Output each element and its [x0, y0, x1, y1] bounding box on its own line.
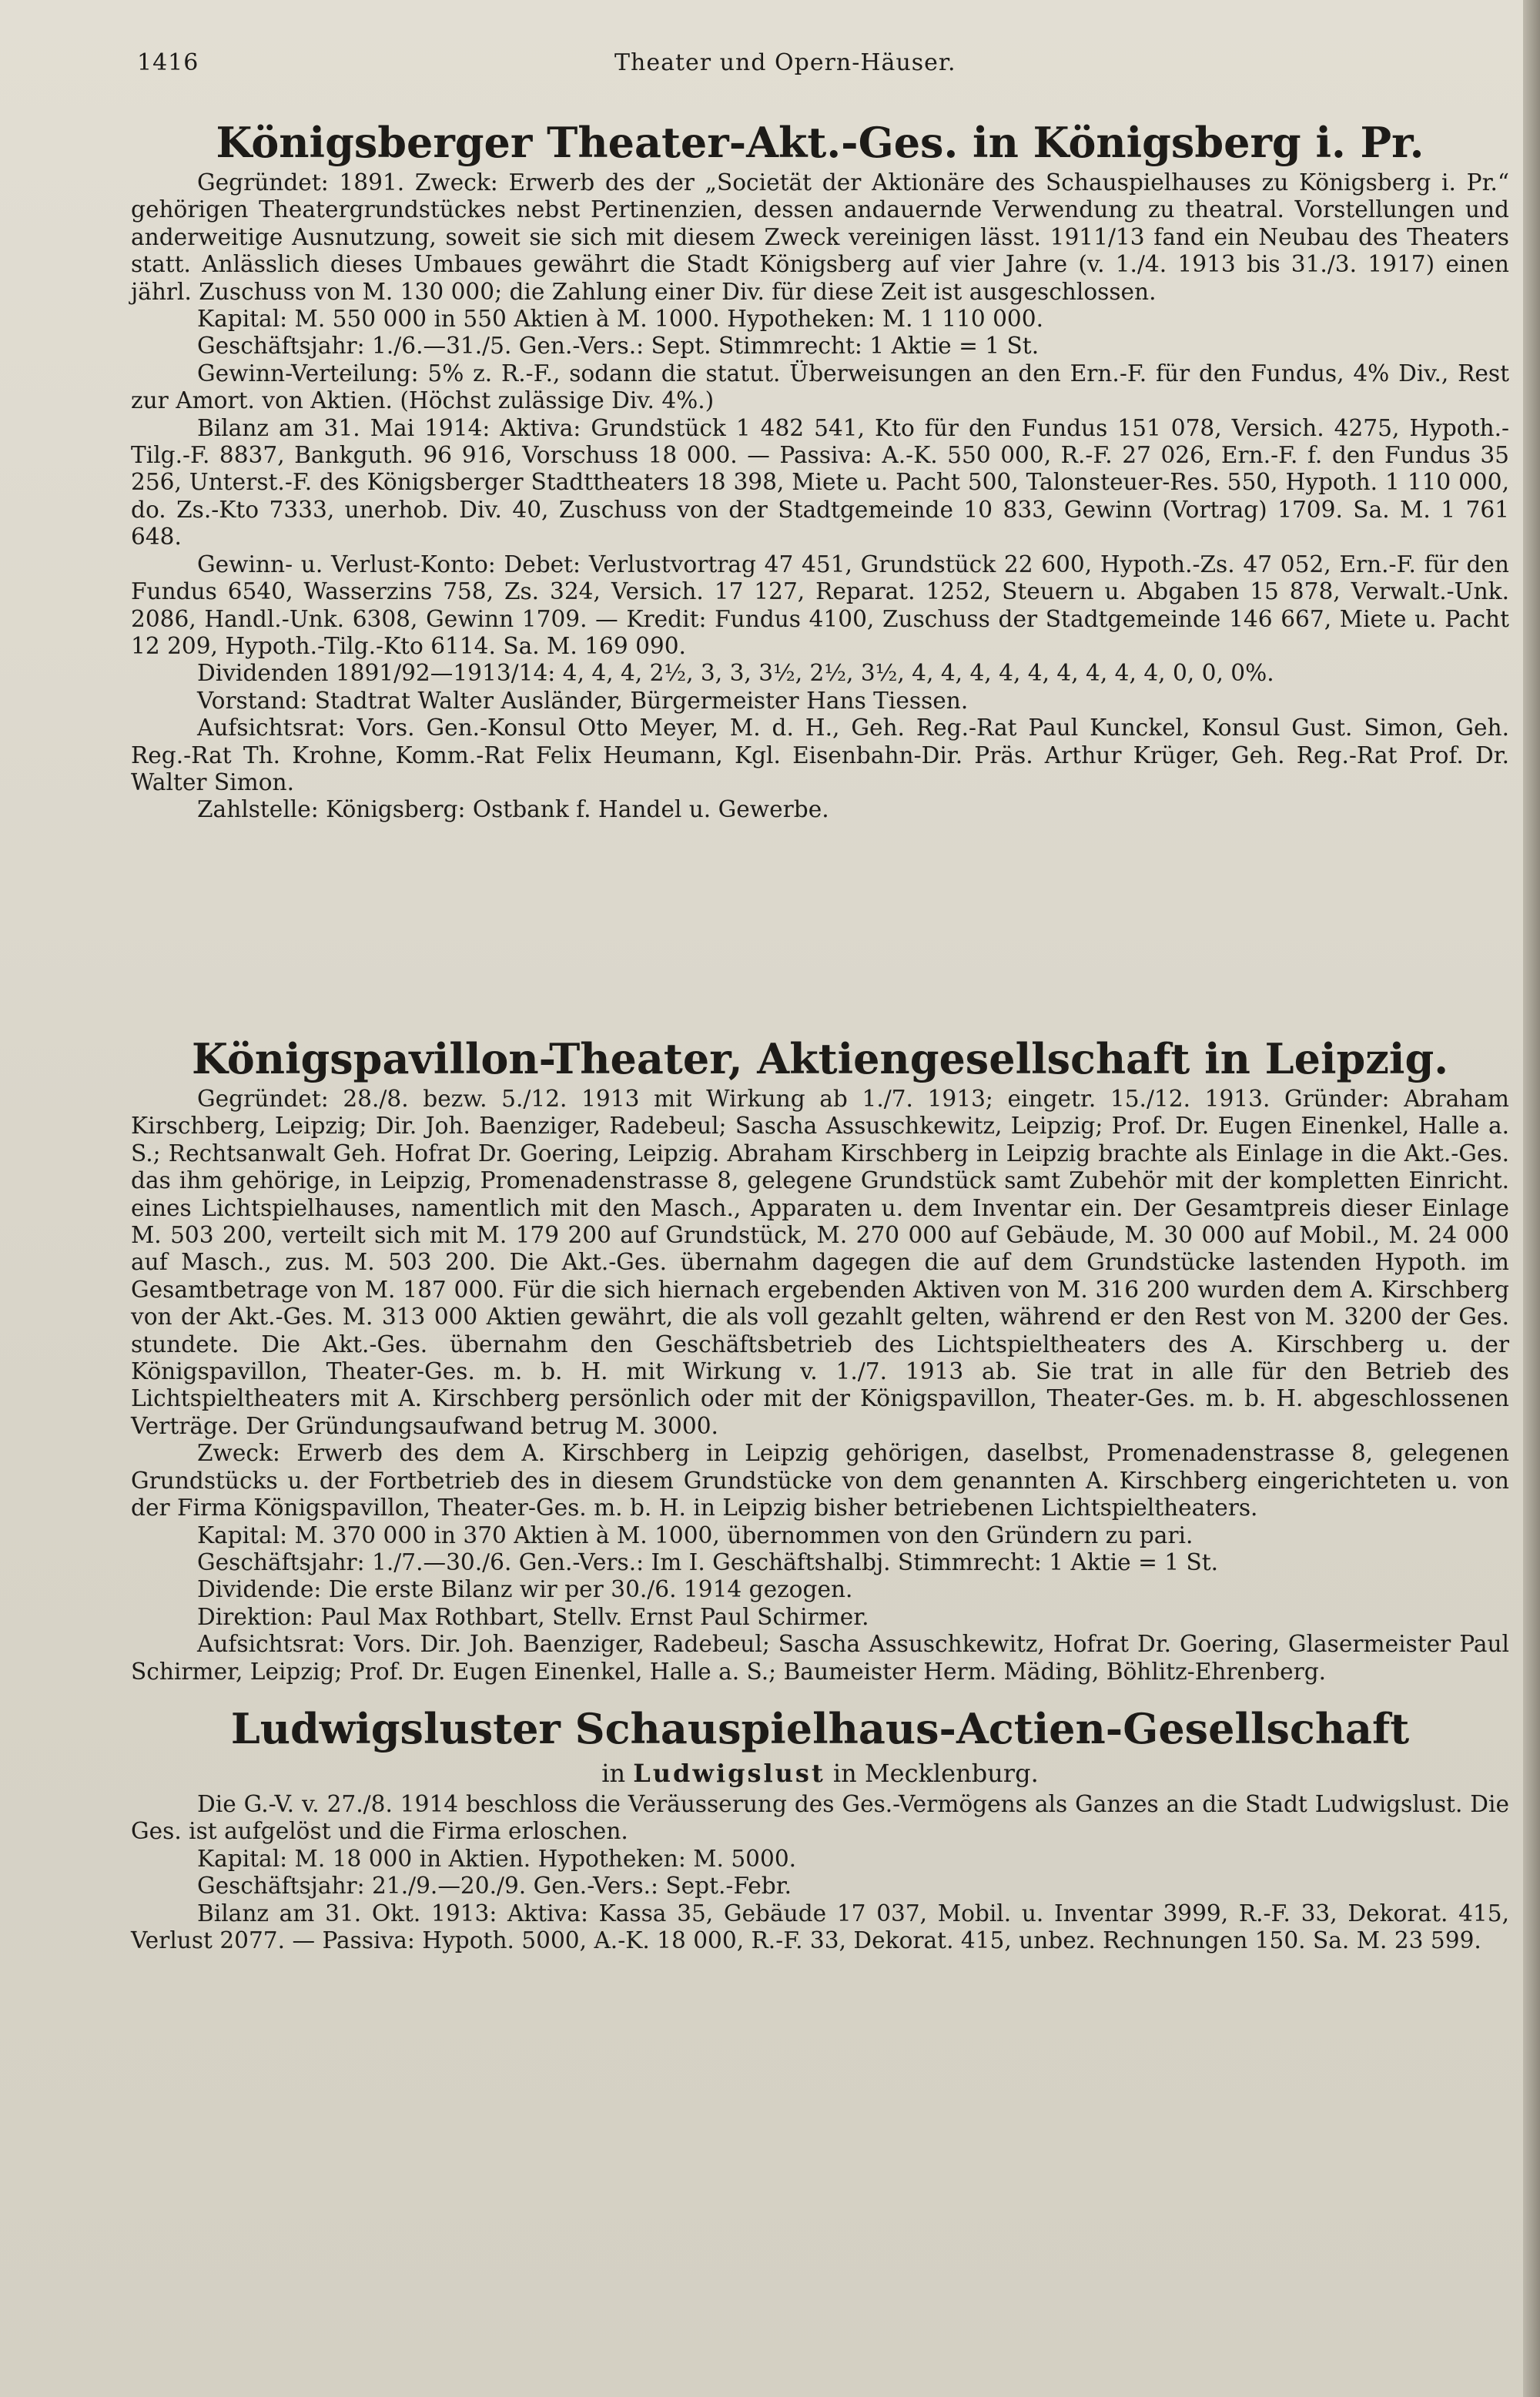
paragraph-board: Vorstand: Stadtrat Walter Ausländer, Bürgermeister Hans Tiessen. [197, 687, 969, 714]
page-number: 1416 [137, 49, 199, 76]
paragraph-balance-sheet: Bilanz am 31. Mai 1914: Aktiva: Grundstück 1 482 541, Kto für den Fundus 151 078, Versich. 4275, Hypoth.-Tilg.-F. 8837, Bankguth. 96 916, Vorschuss 18 000. — Passiva: A.-K. 550 000, R.-F. 27 026, Ern.-F. f. den Fundus 35 256, Unterst.-F. des Königsberger Stadttheaters 18 398, Miete u. Pacht 500, Talonsteuer-Res. 550, Hypoth. 1 110 000, do. Zs.-Kto 7333, unerhob. Div. 40, Zuschuss von der Stadtgemeinde 10 833, Gewinn (Vortrag) 1709. Sa. M. 1 761 648. [131, 414, 1509, 551]
running-title: Theater und Opern-Häuser. [614, 49, 956, 76]
paragraph-capital: Kapital: M. 18 000 in Aktien. Hypotheken: M. 5000. [197, 1845, 797, 1872]
paragraph-profit-distribution: Gewinn-Verteilung: 5% z. R.-F., sodann die statut. Überweisungen an den Ern.-F. für den Fundus, 4% Div., Rest zur Amort. von Aktien. (Höchst zulässige Div. 4%.) [131, 360, 1509, 414]
subtitle-suffix: in Mecklenburg. [832, 1759, 1039, 1788]
paragraph-founding: Gegründet: 1891. Zweck: Erwerb des der „Societät der Aktionäre des Schauspielhauses zu Königsberg i. Pr.“ gehörigen Theatergrundstückes nebst Pertinenzien, dessen andauernde Verwendung zu theatral. Vorstellungen und anderweitige Ausnutzung, soweit sie sich mit diesem Zweck vereinigen lässt. 1911/13 fand ein Neubau des Theaters statt. Anlässlich dieses Umbaues gewährt die Stadt Königsberg auf vier Jahre (v. 1./4. 1913 bis 31./3. 1917) einen jährl. Zuschuss von M. 130 000; die Zahlung einer Div. für diese Zeit ist ausgeschlossen. [131, 169, 1509, 305]
paragraph-purpose: Zweck: Erwerb des dem A. Kirschberg in Leipzig gehörigen, daselbst, Promenadenstrasse 8, gelegenen Grundstücks u. der Fortbetrieb des in diesem Grundstücke von dem genannten A. Kirschberg eingerichteten u. von der Firma Königspavillon, Theater-Ges. m. b. H. in Leipzig bisher betriebenen Lichtspieltheaters. [131, 1440, 1509, 1522]
entry-subtitle [131, 1756, 1509, 1791]
paragraph-balance-sheet: Bilanz am 31. Okt. 1913: Aktiva: Kassa 35, Gebäude 17 037, Mobil. u. Inventar 3999, R.-F. 33, Dekorat. 415, Verlust 2077. — Passiva: Hypoth. 5000, A.-K. 18 000, R.-F. 33, Dekorat. 415, unbez. Rechnungen 150. Sa. M. 23 599. [131, 1900, 1509, 1954]
paragraph-fiscal-year: Geschäftsjahr: 1./6.—31./5. Gen.-Vers.: Sept. Stimmrecht: 1 Aktie = 1 St. [197, 333, 1040, 360]
paragraph-capital: Kapital: M. 370 000 in 370 Aktien à M. 1000, übernommen von den Gründern zu pari. [197, 1522, 1194, 1548]
paragraph-supervisory-board: Aufsichtsrat: Vors. Gen.-Konsul Otto Meyer, M. d. H., Geh. Reg.-Rat Paul Kunckel, Konsul Gust. Simon, Geh. Reg.-Rat Th. Krohne, Komm.-Rat Felix Heumann, Kgl. Eisenbahn-Dir. Präs. Arthur Krüger, Geh. Reg.-Rat Prof. Dr. Walter Simon. [131, 715, 1509, 795]
subtitle-place: Ludwigslust [633, 1759, 825, 1788]
paragraph-dividends: Dividenden 1891/92—1913/14: 4, 4, 4, 2½, 3, 3, 3½, 2½, 3½, 4, 4, 4, 4, 4, 4, 4, 4, 4, 0, 0, 0%. [197, 660, 1274, 687]
paragraph-fiscal-year: Geschäftsjahr: 21./9.—20./9. Gen.-Vers.: Sept.-Febr. [197, 1873, 792, 1900]
paragraph-management: Direktion: Paul Max Rothbart, Stellv. Ernst Paul Schirmer. [197, 1603, 869, 1630]
entry-ludwigsluster-schauspielhaus [131, 1702, 1509, 1954]
entry-title: Königsberger Theater-Akt.-Ges. in Königsberg i. Pr. [216, 118, 1424, 167]
paragraph-capital: Kapital: M. 550 000 in 550 Aktien à M. 1000. Hypotheken: M. 1 110 000. [197, 306, 1043, 333]
entry-title: Ludwigsluster Schauspielhaus-Actien-Gesellschaft [230, 1704, 1410, 1753]
paragraph-founding: Gegründet: 28./8. bezw. 5./12. 1913 mit Wirkung ab 1./7. 1913; eingetr. 15./12. 1913. Gründer: Abraham Kirschberg, Leipzig; Dir. Joh. Baenziger, Radebeul; Sascha Assuschkewitz, Leipzig; Prof. Dr. Eugen Einenkel, Halle a. S.; Rechtsanwalt Geh. Hofrat Dr. Goering, Leipzig. Abraham Kirschberg in Leipzig brachte als Einlage in die Akt.-Ges. das ihm gehörige, in Leipzig, Promenadenstrasse 8, gelegene Grundstück samt Zubehör mit der kompletten Einricht. eines Lichtspielhauses, namentlich mit den Masch., Apparaten u. dem Inventar ein. Der Gesamtpreis dieser Einlage M. 503 200, verteilt sich mit M. 179 200 auf Grundstück, M. 270 000 auf Gebäude, M. 30 000 auf Mobil., M. 24 000 auf Masch., zus. M. 503 200. Die Akt.-Ges. übernahm dagegen die auf dem Grundstücke lastenden Hypoth. im Gesamtbetrage von M. 187 000. Für die sich hiernach ergebenden Aktiven von M. 316 200 wurden dem A. Kirschberg von der Akt.-Ges. M. 313 000 Aktien gewährt, die als voll gezahlt gelten, während er den Rest von M. 3200 der Ges. stundete. Die Akt.-Ges. übernahm den Geschäftsbetrieb des Lichtspieltheaters des A. Kirschberg u. der Königspavillon, Theater-Ges. m. b. H. mit Wirkung v. 1./7. 1913 ab. Sie trat in alle für den Betrieb des Lichtspieltheaters mit A. Kirschberg persönlich oder mit der Königspavillon, Theater-Ges. m. b. H. abgeschlossenen Verträge. Der Gründungsaufwand betrug M. 3000. [131, 1086, 1509, 1439]
paragraph-paying-agent: Zahlstelle: Königsberg: Ostbank f. Handel u. Gewerbe. [197, 796, 829, 823]
book-spine-edge [1523, 0, 1540, 2397]
paragraph-profit-loss: Gewinn- u. Verlust-Konto: Debet: Verlustvortrag 47 451, Grundstück 22 600, Hypoth.-Zs. 47 052, Ern.-F. für den Fundus 6540, Wasserzins 758, Zs. 324, Versich. 17 127, Reparat. 1252, Steuern u. Abgaben 15 878, Verwalt.-Unk. 2086, Handl.-Unk. 6308, Gewinn 1709. — Kredit: Fundus 4100, Zuschuss der Stadtgemeinde 146 667, Miete u. Pacht 12 209, Hypoth.-Tilg.-Kto 6114. Sa. M. 169 090. [131, 551, 1509, 659]
paragraph-dissolution: Die G.-V. v. 27./8. 1914 beschloss die Veräusserung des Ges.-Vermögens als Ganzes an die Stadt Ludwigslust. Die Ges. ist aufgelöst und die Firma erloschen. [131, 1791, 1509, 1845]
page-header [137, 49, 1486, 80]
subtitle-prefix: in [601, 1759, 626, 1788]
paragraph-dividend: Dividende: Die erste Bilanz wir per 30./6. 1914 gezogen. [197, 1576, 853, 1603]
paragraph-fiscal-year: Geschäftsjahr: 1./7.—30./6. Gen.-Vers.: Im I. Geschäftshalbj. Stimmrecht: 1 Aktie = 1 St. [197, 1548, 1219, 1575]
entry-koenigspavillon-theater [131, 1032, 1509, 1686]
entry-koenigsberger-theater [131, 115, 1509, 824]
entry-title: Königspavillon-Theater, Aktiengesellschaft in Leipzig. [191, 1034, 1449, 1083]
paragraph-supervisory-board: Aufsichtsrat: Vors. Dir. Joh. Baenziger, Radebeul; Sascha Assuschkewitz, Hofrat Dr. Goering, Glasermeister Paul Schirmer, Leipzig; Prof. Dr. Eugen Einenkel, Halle a. S.; Baumeister Herm. Mäding, Böhlitz-Ehrenberg. [131, 1631, 1509, 1685]
